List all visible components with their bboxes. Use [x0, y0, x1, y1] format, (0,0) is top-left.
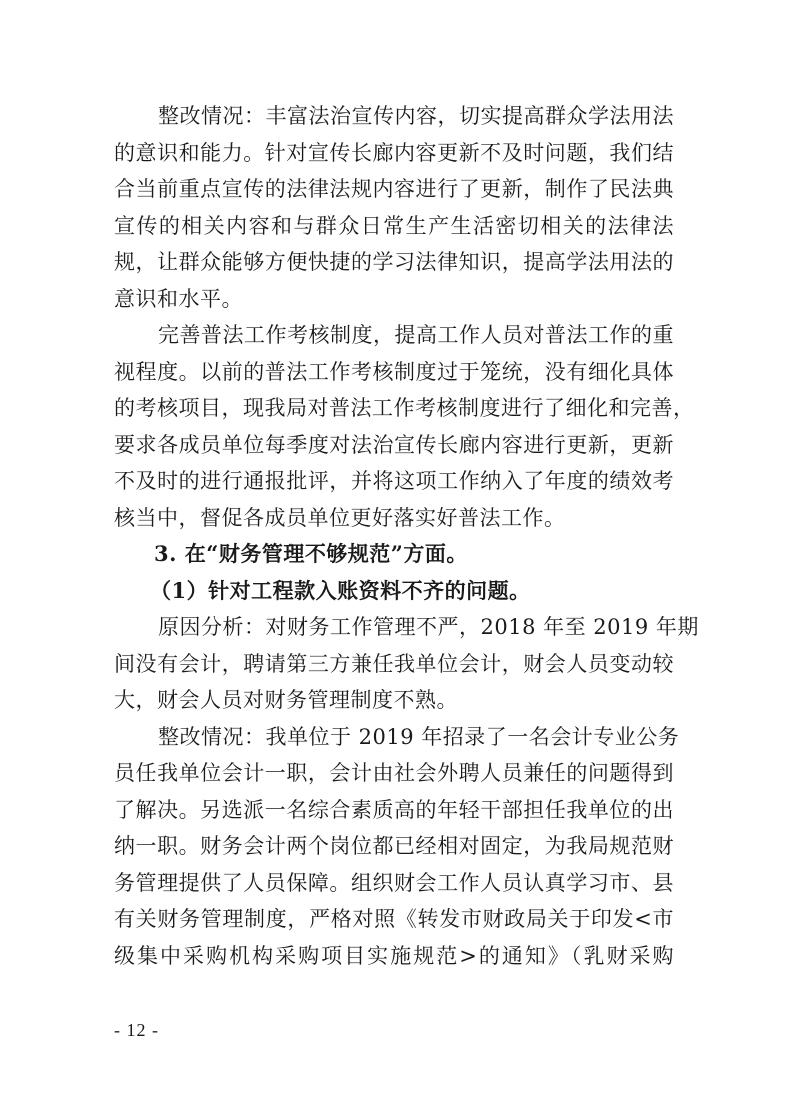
text-line: 合当前重点宣传的法律法规内容进行了更新，制作了民法典 — [114, 177, 674, 201]
text-line: 大，财会人员对财务管理制度不熟。 — [114, 688, 458, 712]
text-line: 完善普法工作考核制度，提高工作人员对普法工作的重 — [158, 323, 674, 347]
paragraph-rectification-publicity — [114, 98, 674, 317]
text-line: 宣传的相关内容和与群众日常生产生活密切相关的法律法 — [114, 213, 674, 238]
text-line: 纳一职。财务会计两个岗位都已经相对固定，为我局规范财 — [114, 834, 674, 858]
paragraph-cause-analysis — [114, 609, 699, 719]
text-line: 间没有会计，聘请第三方兼任我单位会计，财会人员变动较 — [114, 651, 674, 676]
text-line: 的意识和能力。针对宣传长廊内容更新不及时问题，我们结 — [114, 140, 674, 165]
text-line: 视程度。以前的普法工作考核制度过于笼统，没有细化具体 — [114, 359, 674, 384]
text-line: 员任我单位会计一职，会计由社会外聘人员兼任的问题得到 — [114, 761, 674, 785]
text-line: 规，让群众能够方便快捷的学习法律知识，提高学法用法的 — [114, 250, 674, 274]
text-line: 有关财务管理制度，严格对照《转发市财政局关于印发<市 — [114, 907, 674, 931]
text-line: 原因分析：对财务工作管理不严，2018 年至 2019 年期 — [158, 615, 699, 639]
text-line: 了解决。另选派一名综合素质高的年轻干部担任我单位的出 — [114, 797, 674, 822]
section-heading: 3. 在“财务管理不够规范”方面。 — [154, 541, 468, 566]
text-line: 核当中，督促各成员单位更好落实好普法工作。 — [114, 505, 566, 530]
text-line: 要求各成员单位每季度对法治宣传长廊内容进行更新，更新 — [114, 432, 674, 457]
text-line: 不及时的进行通报批评，并将这项工作纳入了年度的绩效考 — [114, 469, 674, 493]
text-line: 整改情况：我单位于 2019 年招录了一名会计专业公务 — [158, 724, 680, 749]
text-line: 意识和水平。 — [114, 286, 243, 311]
subsection-heading: （1）针对工程款入账资料不齐的问题。 — [150, 577, 531, 603]
text-line: 务管理提供了人员保障。组织财会工作人员认真学习市、县 — [114, 870, 674, 895]
paragraph-rectification-finance — [114, 719, 680, 975]
document-body — [114, 98, 699, 974]
text-line: 整改情况：丰富法治宣传内容，切实提高群众学法用法 — [158, 104, 674, 128]
page-number: - 12 - — [114, 1020, 159, 1040]
text-line: 的考核项目，现我局对普法工作考核制度进行了细化和完善， — [114, 396, 695, 420]
paragraph-assessment-system — [114, 317, 695, 536]
text-line: 级集中采购机构采购项目实施规范>的通知》（乳财采购 — [114, 943, 674, 968]
